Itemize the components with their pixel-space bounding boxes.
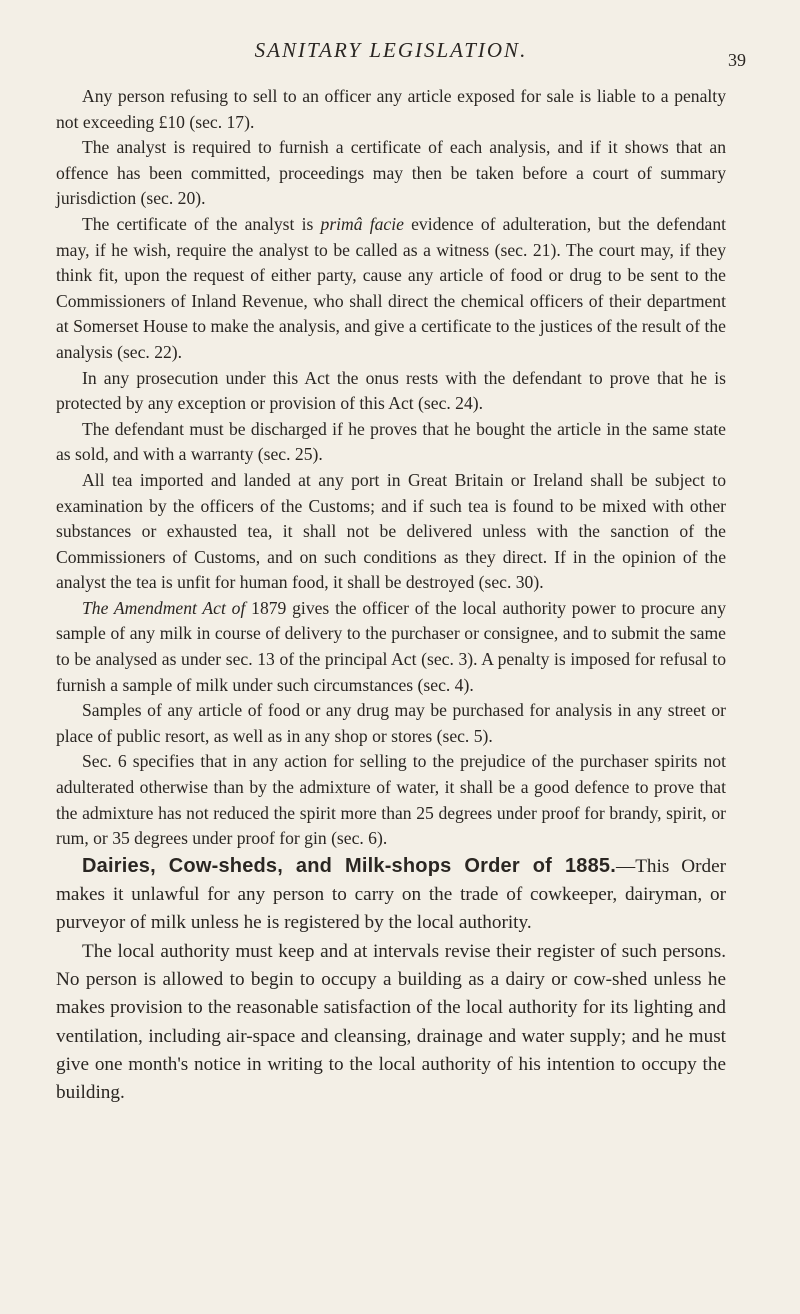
running-head: SANITARY LEGISLATION. [254,38,528,62]
paragraph-amendment-act [56,596,726,698]
paragraph-dairies-order [56,852,726,938]
paragraph-tea-import: All tea imported and landed at any port in Great Britain or Ireland shall be subject to examination by the officers of the Customs; and if such tea is found to be mixed with other substances or exhausted tea, it shall not be delivered unless with the sanction of the Commissioners of Customs, and on such conditions as they direct. If in the opinion of the analyst the tea is unfit for human food, it shall be destroyed (sec. 30). [56,469,726,593]
italic-term: primâ facie [320,213,404,234]
paragraph-analyst-certificate: The analyst is required to furnish a certificate of each analysis, and if it shows that an offence has been committed, proceedings may then be taken before a court of summary jurisdiction (sec. 20). [56,137,726,209]
paragraph-spirits: Sec. 6 specifies that in any action for selling to the prejudice of the purchaser spirits not adulterated otherwise than by the admixture of water, it shall be a good defence to prove that the admixture has not reduced the spirit more than 25 degrees under proof for brandy, spirit, or rum, or 35 degrees under proof for gin (sec. 6). [56,751,726,849]
paragraph-samples: Samples of any article of food or any drug may be purchased for analysis in any street or place of public resort, as well as in any shop or stores (sec. 5). [56,700,726,746]
body-text [56,84,726,1107]
paragraph-penalty-refusal: Any person refusing to sell to an officer any article exposed for sale is liable to a penalty not exceeding £10 (sec. 17). [56,86,726,132]
section-heading: Dairies, Cow-sheds, and Milk-shops Order of 1885. [82,854,616,877]
paragraph-warranty: The defendant must be discharged if he proves that he bought the article in the same state as sold, and with a warranty (sec. 25). [56,418,726,465]
page-number: 39 [728,50,746,70]
paragraph-prima-facie [56,212,726,366]
paragraph-register: The local authority must keep and at intervals revise their register of such persons. No person is allowed to begin to occupy a building as a dairy or cow-shed unless he makes provision to the reasonable satisfaction of the local authority for its lighting and ventilation, including air-space and cleansing, drainage and water supply; and he must give one month's notice in writing to the local authority of his intention to occupy the building. [56,940,726,1104]
page-header [56,38,746,78]
paragraph-onus: In any prosecution under this Act the onus rests with the defendant to prove that he is protected by any exception or provision of this Act (sec. 24). [56,367,726,414]
text-run: 1879 gives the officer of the local authority power to procure any sample of any milk in course of delivery to the purchaser or consignee, and to submit the same to be analysed as under sec. 13 of the principal Act (sec. 3). A penalty is imposed for refusal to furnish a sample of milk under such circumstances (sec. 4). [56,597,726,695]
text-run: —This Order makes it unlawful for any person to carry on the trade of cowkeeper, dairyman, or purveyor of milk unless he is registered by the local authority. [56,855,727,934]
italic-lead: The Amendment Act of [82,597,246,618]
text-run: evidence of adulteration, but the defendant may, if he wish, require the analyst to be called as a witness (sec. 21). The court may, if they think fit, upon the request of either party, cause any article of food or drug to be sent to the Commissioners of Inland Revenue, who shall direct the chemical officers of their department at Somerset House to make the analysis, and give a certificate to the justices of the result of the analysis (sec. 22). [56,213,726,362]
text-run: The certificate of the analyst is [82,213,321,234]
